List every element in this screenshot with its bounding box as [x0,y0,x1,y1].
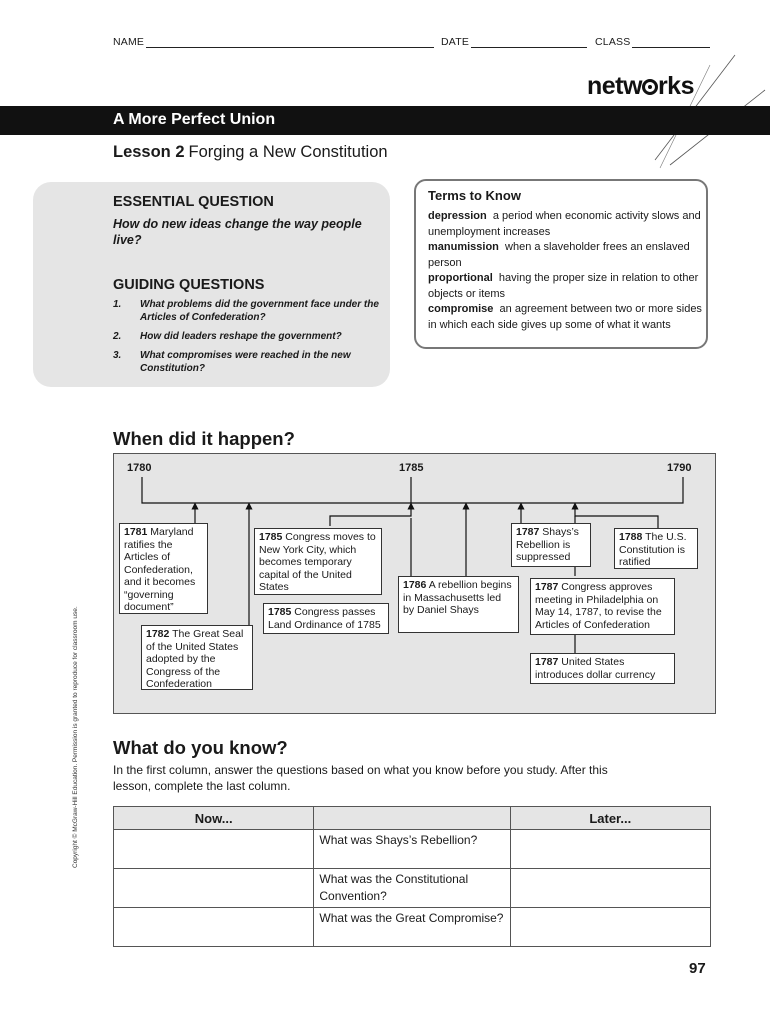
guiding-question: 2. How did leaders reshape the government? [113,331,342,342]
term-entry: depression a period when economic activity slows and unemployment increases [428,210,701,238]
event-1781: 1781 Maryland ratifies the Articles of Confederation, and it becomes “governing document” [119,523,208,614]
table-row [114,908,711,947]
guiding-questions-heading: GUIDING QUESTIONS [113,277,265,293]
copyright-notice: Copyright © McGraw-Hill Education. Permission is granted to reproduce for classroom use. [72,606,79,868]
lesson-title: Lesson 2 Forging a New Constitution [113,143,388,161]
page-number: 97 [689,960,706,977]
name-label: NAME [113,36,145,48]
term-entry: proportional having the proper size in relation to other objects or items [428,272,699,300]
networks-logo: netw rks [587,72,694,100]
event-1785-land-ordinance: 1785 Congress passes Land Ordinance of 1785 [263,603,389,634]
guiding-question: 3. What compromises were reached in the new Constitution? [113,350,351,374]
page-title: A More Perfect Union [113,111,276,128]
class-label: CLASS [595,36,631,48]
event-1787-philadelphia: 1787 Congress approves meeting in Philadelphia on May 14, 1787, to revise the Articles of Confederation [530,578,675,635]
question-cell: What was the Great Compromise? [314,908,510,947]
guiding-questions-list [113,298,383,381]
column-later: Later... [510,807,710,830]
column-questions [314,807,510,830]
column-now: Now... [114,807,314,830]
logo-o-icon [642,79,658,95]
table-row [114,830,711,869]
now-answer-cell[interactable] [114,908,314,947]
later-answer-cell[interactable] [510,869,710,908]
now-answer-cell[interactable] [114,869,314,908]
year-label: 1785 [399,462,424,474]
terms-list [428,209,702,333]
date-label: DATE [441,36,470,48]
terms-heading: Terms to Know [428,188,521,203]
essential-question-heading: ESSENTIAL QUESTION [113,194,274,210]
table-row [114,869,711,908]
know-heading: What do you know? [113,737,288,758]
term-entry: manumission when a slaveholder frees an enslaved person [428,241,690,269]
guiding-question: 1. What problems did the government face under the Articles of Confederation? [113,299,379,323]
event-1786: 1786 A rebellion begins in Massachusetts led by Daniel Shays [398,576,519,633]
question-cell: What was the Constitutional Convention? [314,869,510,908]
term-entry: compromise an agreement between two or more sides in which each side gives up some of what it wants [428,303,702,331]
now-answer-cell[interactable] [114,830,314,869]
class-field[interactable] [595,36,710,48]
year-label: 1790 [667,462,692,474]
event-1782: 1782 The Great Seal of the United States adopted by the Congress of the Confederation [141,625,253,690]
event-1787-suppressed: 1787 Shays’s Rebellion is suppressed [511,523,591,567]
essential-question-text: How do new ideas change the way people live? [113,217,362,247]
year-label: 1780 [127,462,152,474]
table-header-row [114,807,711,830]
timeline-heading: When did it happen? [113,428,295,449]
name-field[interactable] [113,36,434,48]
event-1788: 1788 The U.S. Constitution is ratified [614,528,698,569]
question-cell: What was Shays’s Rebellion? [314,830,510,869]
later-answer-cell[interactable] [510,830,710,869]
event-1787-currency: 1787 United States introduces dollar currency [530,653,675,684]
event-1785-capital: 1785 Congress moves to New York City, which becomes temporary capital of the United States [254,528,382,595]
know-table [113,806,711,947]
date-field[interactable] [441,36,587,48]
know-instructions: In the first column, answer the questions based on what you know before you study. After this lesson, complete the last column. [113,763,608,793]
later-answer-cell[interactable] [510,908,710,947]
